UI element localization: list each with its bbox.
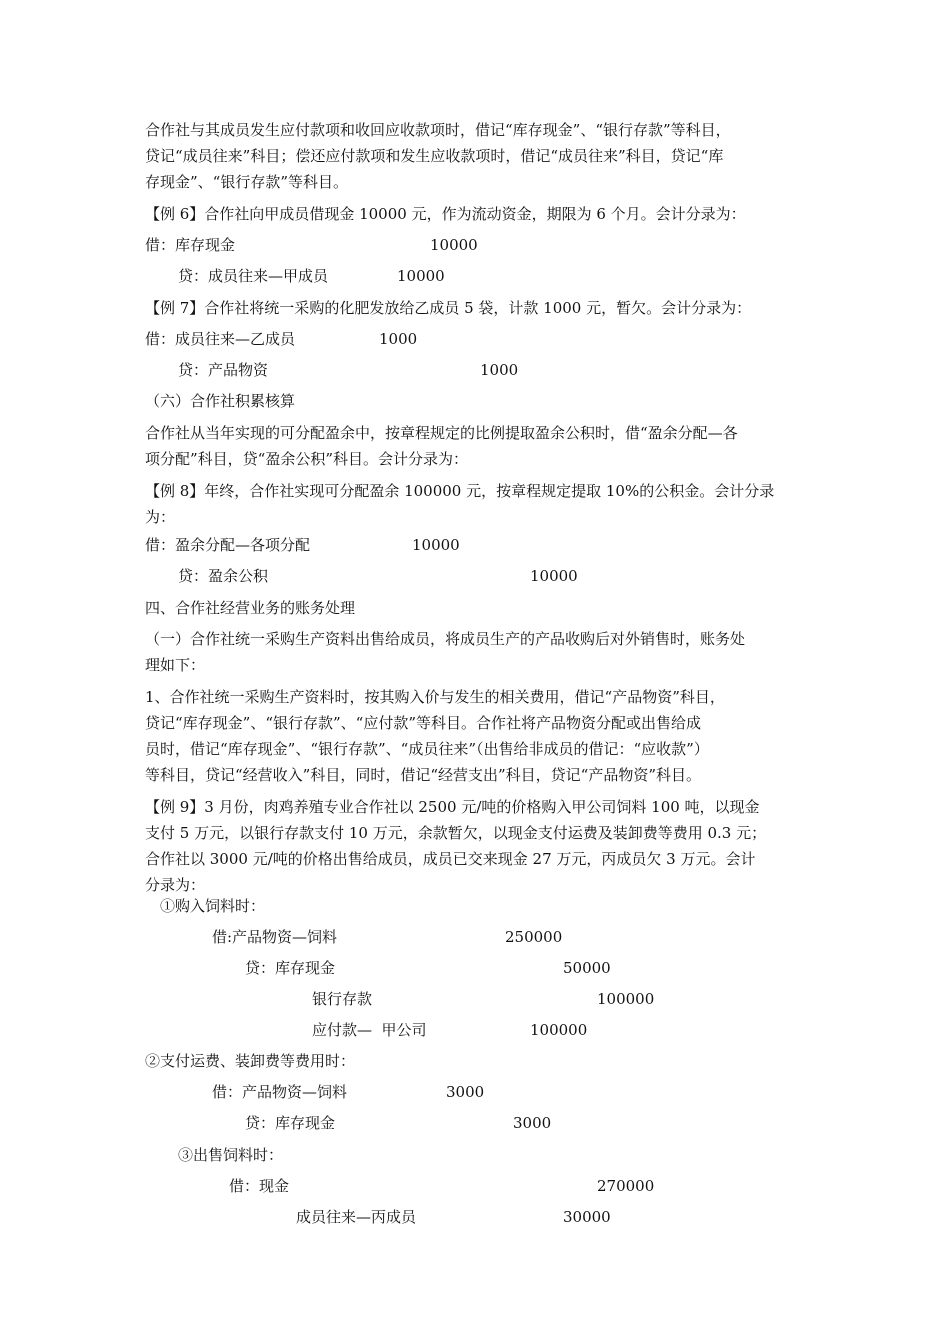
section-4-p1-line-2: 贷记“库存现金”、“银行存款”、“应付款”等科目。合作社将产品物资分配或出售给成 xyxy=(145,714,702,732)
example-6-debit-label: 借：库存现金 xyxy=(145,236,236,254)
example-9-line-1: 【例 9】3 月份，肉鸡养殖专业合作社以 2500 元/吨的价格购入甲公司饲料 100 吨，以现金 xyxy=(145,798,760,816)
section-4-heading: 四、合作社经营业务的账务处理 xyxy=(145,599,356,617)
example-8-debit-label: 借：盈余分配—各项分配 xyxy=(145,536,311,554)
step-1-credit-amount: 50000 xyxy=(563,959,611,977)
example-8-credit-label: 贷：盈余公积 xyxy=(178,567,269,585)
example-9-line-3: 合作社以 3000 元/吨的价格出售给成员，成员已交来现金 27 万元，丙成员欠 3 万元。会计 xyxy=(145,850,756,868)
example-6-credit-amount: 10000 xyxy=(397,267,445,285)
step-1-credit-label: 贷：库存现金 xyxy=(245,959,336,977)
section-4-sub1-line-1: （一）合作社统一采购生产资料出售给成员，将成员生产的产品收购后对外销售时，账务处 xyxy=(145,630,746,648)
example-7-credit-amount: 1000 xyxy=(480,361,519,379)
section-4-sub1-line-2: 理如下： xyxy=(145,656,206,674)
intro-line-3: 存现金”、“银行存款”等科目。 xyxy=(145,173,349,191)
step-2-debit-label: 借：产品物资—饲料 xyxy=(212,1083,348,1101)
section-4-p1-line-1: 1、合作社统一采购生产资料时，按其购入价与发生的相关费用，借记“产品物资”科目， xyxy=(145,688,725,706)
step-1-payable-amount: 100000 xyxy=(530,1021,588,1039)
example-8-debit-amount: 10000 xyxy=(412,536,460,554)
step-1-payable-label: 应付款— 甲公司 xyxy=(312,1021,427,1039)
example-6-title: 【例 6】合作社向甲成员借现金 10000 元，作为流动资金，期限为 6 个月。会计分录为： xyxy=(145,205,746,223)
example-7-title: 【例 7】合作社将统一采购的化肥发放给乙成员 5 袋，计款 1000 元，暂欠。会计分录为： xyxy=(145,299,752,317)
section-4-p1-line-3: 员时，借记“库存现金”、“银行存款”、“成员往来”（出售给非成员的借记：“应收款”） xyxy=(145,740,709,758)
step-3-member-label: 成员往来—丙成员 xyxy=(296,1208,417,1226)
example-6-credit-label: 贷：成员往来—甲成员 xyxy=(178,267,329,285)
step-3-debit-label: 借：现金 xyxy=(229,1177,290,1195)
step-2-debit-amount: 3000 xyxy=(446,1083,485,1101)
example-8-line-2: 为： xyxy=(145,508,176,526)
step-2-credit-label: 贷：库存现金 xyxy=(245,1114,336,1132)
step-1-bank-label: 银行存款 xyxy=(312,990,373,1008)
section-6-line-1: 合作社从当年实现的可分配盈余中，按章程规定的比例提取盈余公积时，借“盈余分配—各 xyxy=(145,424,738,442)
intro-line-1: 合作社与其成员发生应付款项和收回应收款项时，借记“库存现金”、“银行存款”等科目， xyxy=(145,121,731,139)
example-9-line-2: 支付 5 万元，以银行存款支付 10 万元，余款暂欠，以现金支付运费及装卸费等费用 0.3 元； xyxy=(145,824,767,842)
section-4-p1-line-4: 等科目，贷记“经营收入”科目，同时，借记“经营支出”科目，贷记“产品物资”科目。 xyxy=(145,766,702,784)
step-1-bank-amount: 100000 xyxy=(597,990,655,1008)
step-3-heading: ③出售饲料时： xyxy=(178,1146,284,1164)
example-7-debit-label: 借：成员往来—乙成员 xyxy=(145,330,296,348)
step-1-debit-amount: 250000 xyxy=(505,928,563,946)
intro-line-2: 贷记“成员往来”科目；偿还应付款项和发生应收款项时，借记“成员往来”科目，贷记“库 xyxy=(145,147,724,165)
example-9-line-4: 分录为： xyxy=(145,876,206,894)
step-3-member-amount: 30000 xyxy=(563,1208,611,1226)
step-1-debit-label: 借:产品物资—饲料 xyxy=(212,928,338,946)
example-7-credit-label: 贷：产品物资 xyxy=(178,361,269,379)
step-3-debit-amount: 270000 xyxy=(597,1177,655,1195)
example-7-debit-amount: 1000 xyxy=(379,330,418,348)
example-6-debit-amount: 10000 xyxy=(430,236,478,254)
example-8-line-1: 【例 8】年终，合作社实现可分配盈余 100000 元，按章程规定提取 10%的公积金。会计分录 xyxy=(145,482,775,500)
step-2-credit-amount: 3000 xyxy=(513,1114,552,1132)
step-1-heading: ①购入饲料时： xyxy=(160,897,266,915)
section-6-line-2: 项分配”科目，贷“盈余公积”科目。会计分录为： xyxy=(145,450,469,468)
example-8-credit-amount: 10000 xyxy=(530,567,578,585)
section-6-heading: （六）合作社积累核算 xyxy=(145,392,296,410)
step-2-heading: ②支付运费、装卸费等费用时： xyxy=(145,1052,356,1070)
